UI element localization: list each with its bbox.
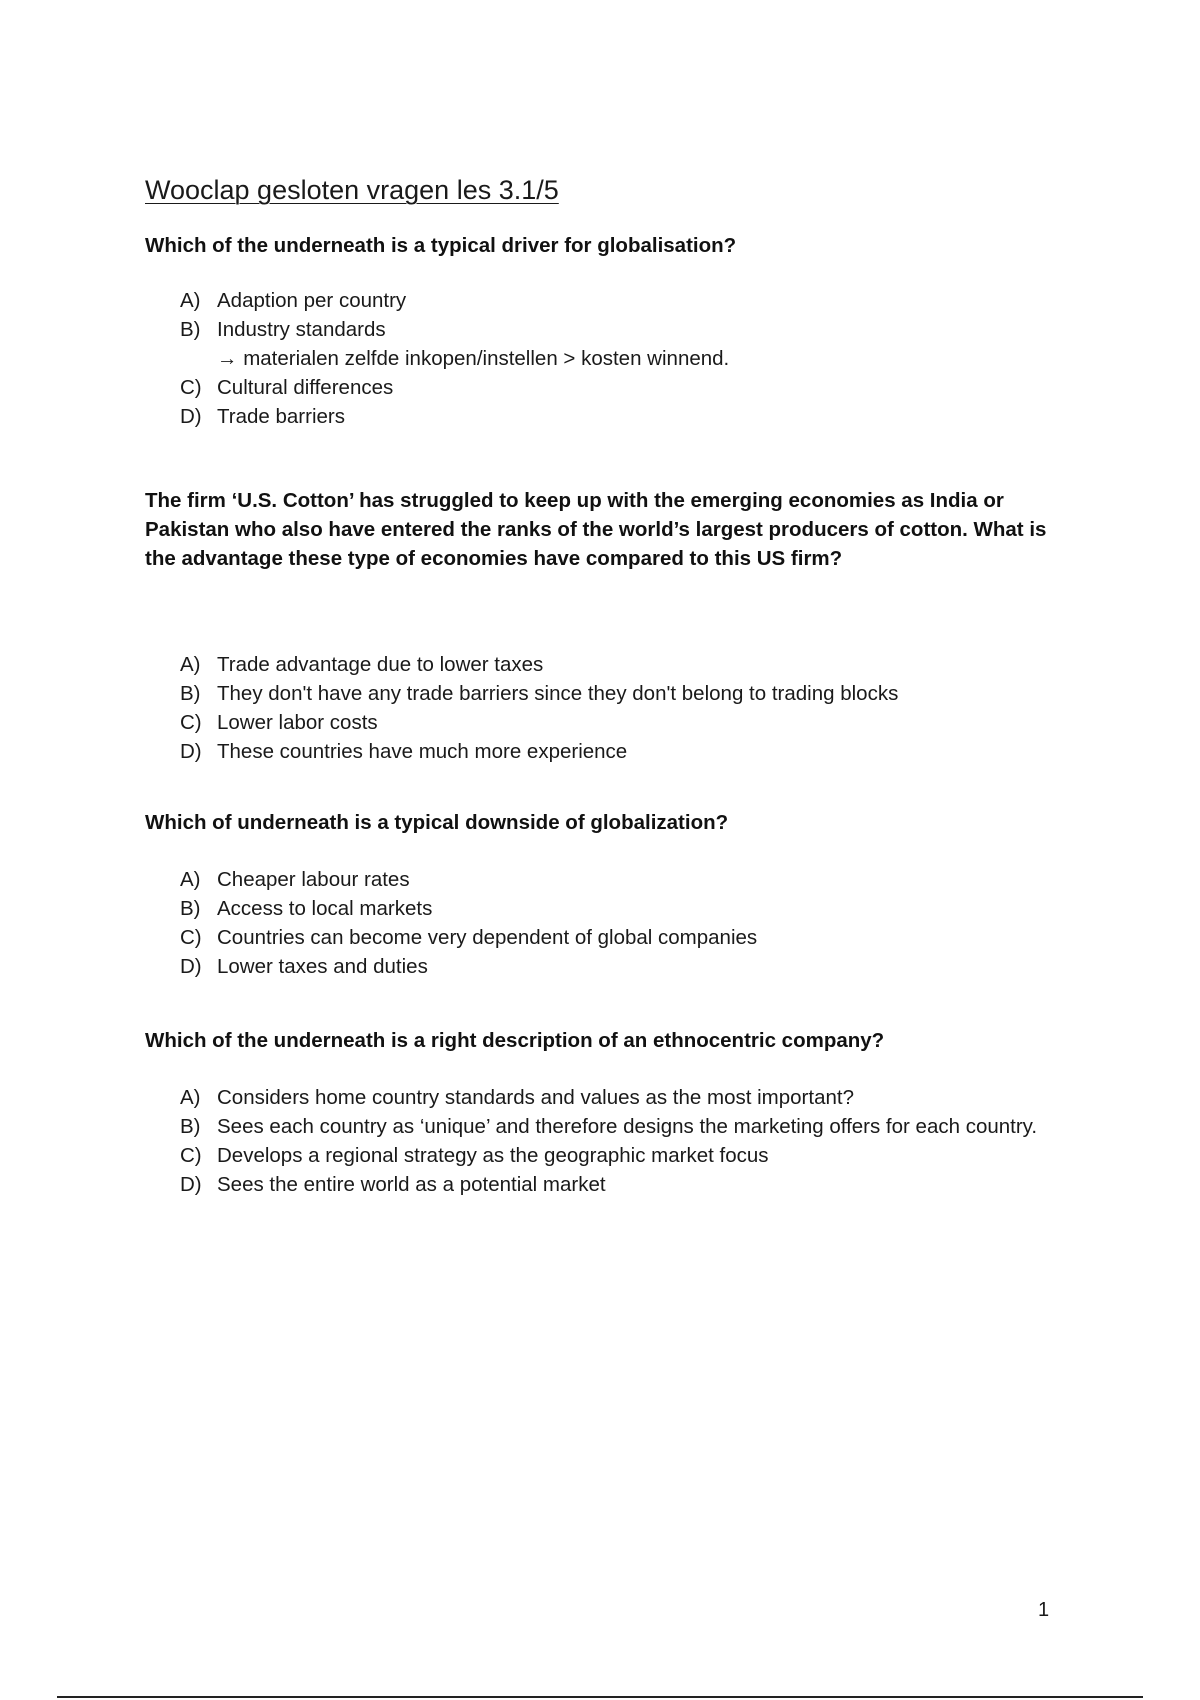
question-3-option-d — [180, 952, 1060, 981]
question-1-option-a — [180, 286, 1060, 315]
option-letter: C) — [180, 1144, 202, 1167]
question-2-options — [180, 650, 1060, 766]
option-letter: C) — [180, 926, 202, 949]
option-text: Countries can become very dependent of global companies — [217, 926, 758, 949]
question-2-option-a — [180, 650, 1060, 679]
question-4-text: Which of the underneath is a right description of an ethnocentric company? — [145, 1029, 885, 1052]
option-letter: A) — [180, 289, 201, 312]
option-letter: B) — [180, 682, 201, 705]
option-letter: C) — [180, 376, 202, 399]
question-4-options — [180, 1083, 1060, 1199]
option-text: Cheaper labour rates — [217, 868, 410, 891]
question-4-option-c — [180, 1141, 1060, 1170]
option-text: These countries have much more experience — [217, 740, 628, 763]
option-letter: D) — [180, 955, 202, 978]
option-letter: A) — [180, 1086, 201, 1109]
option-letter: D) — [180, 740, 202, 763]
question-3-option-a — [180, 865, 1060, 894]
option-text: Trade barriers — [217, 405, 345, 428]
option-letter: A) — [180, 653, 201, 676]
question-2-option-d — [180, 737, 1060, 766]
question-4-option-d — [180, 1170, 1060, 1199]
question-1-options — [180, 286, 1060, 431]
option-text: Sees each country as ‘unique’ and therefore designs the marketing offers for each country. — [217, 1115, 1038, 1138]
footer-divider — [57, 1696, 1143, 1698]
option-text: Lower labor costs — [217, 711, 378, 734]
question-2-option-c — [180, 708, 1060, 737]
option-text: Industry standards — [217, 318, 386, 341]
option-text: Develops a regional strategy as the geographic market focus — [217, 1144, 769, 1167]
option-text: Adaption per country — [217, 289, 407, 312]
option-text: Considers home country standards and values as the most important? — [217, 1086, 854, 1109]
option-letter: C) — [180, 711, 202, 734]
question-2-option-b — [180, 679, 1060, 708]
question-3-text: Which of underneath is a typical downside of globalization? — [145, 811, 729, 834]
question-1-option-b-note — [180, 344, 1060, 373]
option-letter: B) — [180, 897, 201, 920]
question-3-options — [180, 865, 1060, 981]
option-text: Lower taxes and duties — [217, 955, 428, 978]
option-letter: D) — [180, 1173, 202, 1196]
question-1-option-d — [180, 402, 1060, 431]
document-title: Wooclap gesloten vragen les 3.1/5 — [145, 175, 559, 205]
question-3-option-c — [180, 923, 1060, 952]
handwritten-note: → materialen zelfde inkopen/instellen > kosten winnend. — [217, 347, 730, 370]
question-4-option-a — [180, 1083, 1060, 1112]
question-1-option-c — [180, 373, 1060, 402]
question-1-text: Which of the underneath is a typical driver for globalisation? — [145, 234, 737, 257]
option-text: They don't have any trade barriers since they don't belong to trading blocks — [217, 682, 899, 705]
option-letter: B) — [180, 1115, 201, 1138]
option-letter: B) — [180, 318, 201, 341]
question-1-option-b — [180, 315, 1060, 344]
option-text: Access to local markets — [217, 897, 433, 920]
option-text: Cultural differences — [217, 376, 394, 399]
question-3-option-b — [180, 894, 1060, 923]
question-2-text: The firm ‘U.S. Cotton’ has struggled to keep up with the emerging economies as India or Pakistan who also have entered the ranks of the world’s largest producers of cotton. What is the advantage these type of economies have compared to this US firm? — [145, 489, 1047, 570]
question-4-option-b — [180, 1112, 1060, 1141]
option-letter: A) — [180, 868, 201, 891]
option-text: Sees the entire world as a potential market — [217, 1173, 606, 1196]
option-text: Trade advantage due to lower taxes — [217, 653, 544, 676]
option-letter: D) — [180, 405, 202, 428]
page-number: 1 — [1038, 1599, 1050, 1621]
